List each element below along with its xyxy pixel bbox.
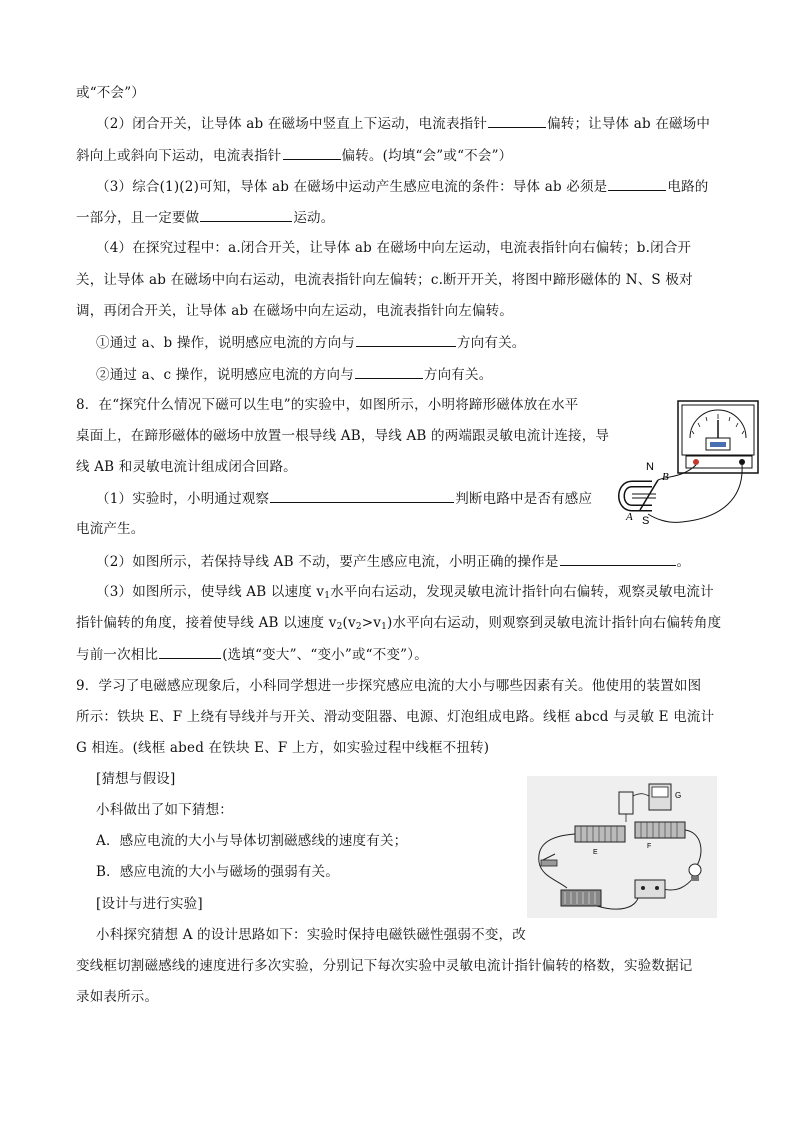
question-7-4-2: ②通过 a、c 操作，说明感应电流的方向与 方向有关。 <box>96 364 492 385</box>
text-line: 或“不会”） <box>76 85 146 101</box>
label-b: B <box>662 471 669 483</box>
text-line: 与前一次相比 (选填“变大”、“变小”或“不变”）。 <box>76 644 428 665</box>
question-8-3: （3）如图所示，使导线 AB 以速度 $v_1$水平向右运动，发现灵敏电流计指针向右偏转，观察灵敏电流计 <box>96 584 714 601</box>
galvanometer-magnet-figure <box>612 398 762 530</box>
hypothesis-b: B．感应电流的大小与磁场的强弱有关。 <box>96 864 340 880</box>
question-9: 9．学习了电磁感应现象后，小科同学想进一步探究感应电流的大小与哪些因素有关。他使用的装置如图 <box>76 678 702 694</box>
text-line: 斜向上或斜向下运动，电流表指针 偏转。(均填“会”或“不会”） <box>76 145 512 166</box>
question-7-3: （3）综合(1)(2)可知，导体 ab 在磁场中运动产生感应电流的条件：导体 ab 必须是 电路的 <box>96 176 709 197</box>
question-8-2: （2）如图所示，若保持导线 AB 不动，要产生感应电流，小明正确的操作是 。 <box>96 551 690 572</box>
label-g: G <box>675 791 682 800</box>
answer-blank[interactable] <box>608 176 666 191</box>
text-line: 小科做出了如下猜想： <box>96 802 233 818</box>
label-n: N <box>646 461 654 473</box>
hypothesis-a: A．感应电流的大小与导体切割磁感线的速度有关； <box>96 833 408 849</box>
text-line: 电流产生。 <box>76 521 145 537</box>
answer-blank[interactable] <box>283 145 341 160</box>
text-line: 所示：铁块 E、F 上绕有导线并与开关、滑动变阻器、电源、灯泡组成电路。线框 abcd 与灵敏 E 电流计 <box>76 709 715 725</box>
answer-blank[interactable] <box>200 207 292 222</box>
section-heading: [设计与进行实验] <box>96 896 203 912</box>
text-line: 桌面上，在蹄形磁体的磁场中放置一根导线 AB，导线 AB 的两端跟灵敏电流计连接，导 <box>76 428 610 444</box>
question-8-1: （1）实验时，小明通过观察 判断电路中是否有感应 <box>96 488 592 509</box>
label-s: S <box>642 515 650 527</box>
label-f: F <box>647 843 652 850</box>
text-line: 录如表所示。 <box>76 989 159 1005</box>
question-7-2: （2）闭合开关，让导体 ab 在磁场中竖直上下运动，电流表指针 偏转；让导体 ab 在磁场中 <box>96 113 710 134</box>
answer-blank[interactable] <box>270 488 454 503</box>
question-7-4-1: ①通过 a、b 操作，说明感应电流的方向与 方向有关。 <box>96 332 525 353</box>
question-7-4: （4）在探究过程中：a.闭合开关，让导体 ab 在磁场中向左运动，电流表指针向右偏转；b.闭合开 <box>96 240 692 256</box>
label-e: E <box>593 849 598 856</box>
answer-blank[interactable] <box>356 332 456 347</box>
text-line: 变线框切割磁感线的速度进行多次实验，分别记下每次实验中灵敏电流计指针偏转的格数，实验数据记 <box>76 958 693 974</box>
answer-blank[interactable] <box>560 551 676 566</box>
text-line: 调，再闭合开关，让导体 ab 在磁场中向左运动，电流表指针向左偏转。 <box>76 303 514 319</box>
text-line: 关，让导体 ab 在磁场中向右运动，电流表指针向左偏转；c.断开开关，将图中蹄形磁体的 N、S 极对 <box>76 272 693 288</box>
text-line: 一部分，且一定要做 运动。 <box>76 207 334 228</box>
answer-blank[interactable] <box>488 113 546 128</box>
text-line: 小科探究猜想 A 的设计思路如下：实验时保持电磁铁磁性强弱不变，改 <box>96 927 526 943</box>
text-line: 线 AB 和灵敏电流计组成闭合回路。 <box>76 459 297 475</box>
section-heading: [猜想与假设] <box>96 771 176 787</box>
label-a: A <box>626 511 633 523</box>
question-8: 8．在“探究什么情况下磁可以生电”的实验中，如图所示，小明将蹄形磁体放在水平 <box>76 397 579 413</box>
text-line: G 相连。(线框 abed 在铁块 E、F 上方，如实验过程中线框不扭转) <box>76 740 490 756</box>
answer-blank[interactable] <box>355 364 423 379</box>
text-line: 指针偏转的角度，接着使导线 AB 以速度 $v_2(v_2>v_1)$水平向右运动，则观察到灵敏电流计指针向右偏转角度 <box>76 615 722 632</box>
answer-blank[interactable] <box>159 644 221 659</box>
electromagnet-apparatus-figure <box>527 776 717 918</box>
